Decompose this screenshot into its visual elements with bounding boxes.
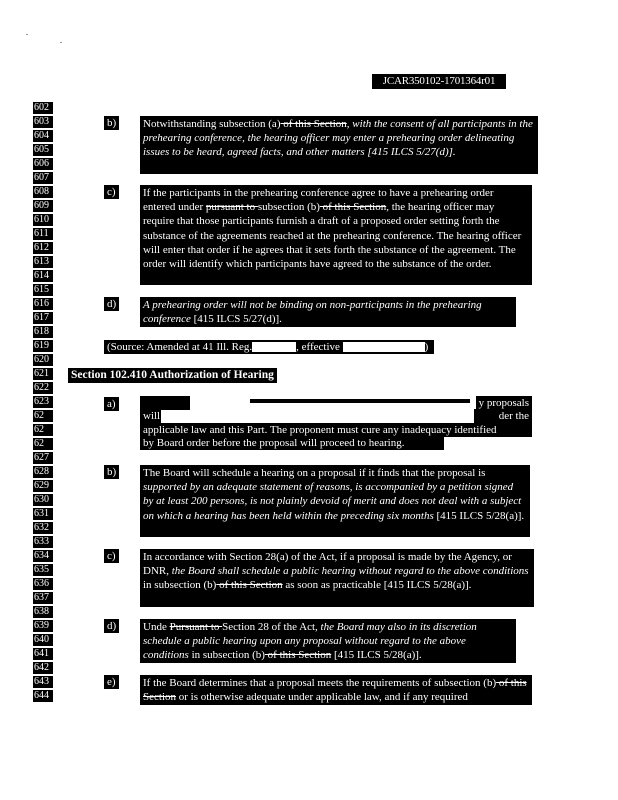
s410-b-part1: The Board will schedule a hearing on a proposal if it finds that the proposal is <box>143 467 486 479</box>
line-number: 621 <box>33 368 53 380</box>
subsection-c-strike2: of this Section <box>319 201 387 214</box>
document-id: JCAR350102-1701364r01 <box>372 74 506 89</box>
line-number: 62 <box>33 424 53 436</box>
subsection-b-strike: of this Section <box>280 118 347 130</box>
line-number: 62 <box>33 410 53 422</box>
line-number: 610 <box>33 214 53 226</box>
s410-e-text <box>140 675 532 705</box>
s410-e-part1: If the Board determines that a proposal meets the requirements of subsection (b) <box>143 677 497 689</box>
s410-b-part3: [415 ILCS 5/28(a)]. <box>433 509 525 522</box>
line-number: 618 <box>33 326 53 338</box>
subsection-d-text <box>140 297 516 327</box>
source-text2: , effective <box>296 341 340 353</box>
line-number: 603 <box>33 116 53 128</box>
line-number: 611 <box>33 228 53 240</box>
subsection-d-part2: [415 ILCS 5/27(d)]. <box>190 313 282 326</box>
line-number: 641 <box>33 648 53 660</box>
s410-e-part2: or is otherwise adequate under applicable law, and if any required <box>176 691 468 704</box>
s410-d-part2: Section 28 of the Act, <box>222 621 321 633</box>
line-number: 631 <box>33 508 53 520</box>
scan-speck <box>26 34 28 35</box>
line-number: 619 <box>33 340 53 352</box>
source-text3: ) <box>424 341 429 353</box>
s410-label-e: e) <box>104 675 119 689</box>
line-number: 616 <box>33 298 53 310</box>
s410-label-a: a) <box>104 397 119 411</box>
line-number: 642 <box>33 662 53 674</box>
redacted-gap <box>252 342 296 352</box>
s410-a-block <box>140 396 532 448</box>
s410-a-line1-end: y proposals <box>476 396 532 410</box>
subsection-label-c: c) <box>104 185 119 199</box>
line-number: 617 <box>33 312 53 324</box>
subsection-label-b: b) <box>104 116 119 130</box>
line-number: 627 <box>33 452 53 464</box>
line-number: 614 <box>33 270 53 282</box>
line-number: 628 <box>33 466 53 478</box>
line-number: 62 <box>33 438 53 450</box>
line-number: 605 <box>33 144 53 156</box>
redacted-gap-2 <box>343 342 425 352</box>
s410-d-text <box>140 619 516 663</box>
subsection-c-text <box>140 185 532 285</box>
s410-d-part3: the Board may also in its discretion schedule a public hearing upon any proposal without regard to the above conditions <box>143 621 477 662</box>
line-number: 637 <box>33 592 53 604</box>
s410-c-strike: of this Section <box>216 579 283 592</box>
line-number: 623 <box>33 396 53 408</box>
line-number: 636 <box>33 578 53 590</box>
s410-b-part2: supported by an adequate statement of reasons, is accompanied by a petition signed by at least 200 persons, is not plainly devoid of merit and does not deal with a subject on which a hearing has been held within the preceding six months <box>143 481 522 522</box>
line-number: 644 <box>33 690 53 702</box>
subsection-c-part3: , the hearing officer may require that those participants furnish a draft of a proposed order setting forth the substance of the agreements reached at the prehearing conference. The hearing officer will enter that order if he agrees that it sets forth the substance of the agreement. The order will identify which participants have agreed to the substance of the order. <box>143 201 522 271</box>
line-number: 630 <box>33 494 53 506</box>
subsection-b-part1: Notwithstanding subsection (a) <box>143 118 281 130</box>
line-number: 612 <box>33 242 53 254</box>
line-number: 620 <box>33 354 53 366</box>
subsection-d-part1: A prehearing order will not be binding on non-participants in the prehearing conference <box>143 299 482 326</box>
s410-a-line2-end: der the <box>474 409 532 423</box>
s410-label-b: b) <box>104 465 119 479</box>
s410-c-part2: the Board shall schedule a public hearing without regard to the above conditions <box>171 565 529 578</box>
line-number: 634 <box>33 550 53 562</box>
s410-b-text <box>140 465 530 537</box>
source-note <box>104 340 434 354</box>
s410-a-line2-start: will <box>140 409 161 423</box>
source-text1: (Source: Amended at 41 Ill. Reg. <box>107 341 253 353</box>
s410-c-part1: In accordance with Section 28(a) of the Act, if a proposal is made by the Agency, or DNR, <box>143 551 512 578</box>
line-number: 604 <box>33 130 53 142</box>
subsection-c-part2: subsection (b) <box>257 201 320 214</box>
line-number: 609 <box>33 200 53 212</box>
subsection-label-d: d) <box>104 297 119 311</box>
s410-d-part1: Unde <box>143 621 167 633</box>
line-number: 602 <box>33 102 53 114</box>
s410-a-line1-fragment <box>250 399 470 403</box>
line-number: 640 <box>33 634 53 646</box>
s410-d-strike: Pursuant to <box>169 621 223 633</box>
line-number: 639 <box>33 620 53 632</box>
s410-d-strike2: of this Section <box>264 649 332 662</box>
line-number: 638 <box>33 606 53 618</box>
line-number: 606 <box>33 158 53 170</box>
line-number: 632 <box>33 522 53 534</box>
line-number: 607 <box>33 172 53 184</box>
subsection-c-part1: If the participants in the prehearing conference agree to have a prehearing order entered under <box>143 187 494 214</box>
subsection-b-text <box>140 116 538 174</box>
s410-a-line3: applicable law and this Part. The proponent must cure any inadequacy identified <box>140 423 532 437</box>
s410-c-part4: as soon as practicable [415 ILCS 5/28(a)]. <box>282 579 472 592</box>
line-number: 643 <box>33 676 53 688</box>
s410-c-part3: in subsection (b) <box>143 579 217 592</box>
line-number: 608 <box>33 186 53 198</box>
s410-a-line1-start <box>140 396 190 410</box>
s410-d-part5: [415 ILCS 5/28(a)]. <box>331 649 422 662</box>
line-number: 613 <box>33 256 53 268</box>
section-heading: Section 102.410 Authorization of Hearing <box>68 368 277 383</box>
s410-label-d: d) <box>104 619 119 633</box>
line-number: 615 <box>33 284 53 296</box>
scan-speck <box>60 42 62 43</box>
s410-a-line4: by Board order before the proposal will proceed to hearing. <box>140 436 444 450</box>
s410-d-part4: in subsection (b) <box>188 649 265 662</box>
line-number: 635 <box>33 564 53 576</box>
line-number: 633 <box>33 536 53 548</box>
s410-c-text <box>140 549 534 607</box>
subsection-b-part2: , with the consent of all participants in the prehearing conference, the hearing officer may enter a prehearing order delineating issues to be heard, agreed facts, and other matters [415 ILCS 5/27(d)]. <box>143 118 533 159</box>
line-number: 629 <box>33 480 53 492</box>
s410-e-strike: of this Section <box>143 677 527 704</box>
subsection-c-strike1: pursuant to <box>205 201 258 214</box>
line-number: 622 <box>33 382 53 394</box>
s410-label-c: c) <box>104 549 119 563</box>
